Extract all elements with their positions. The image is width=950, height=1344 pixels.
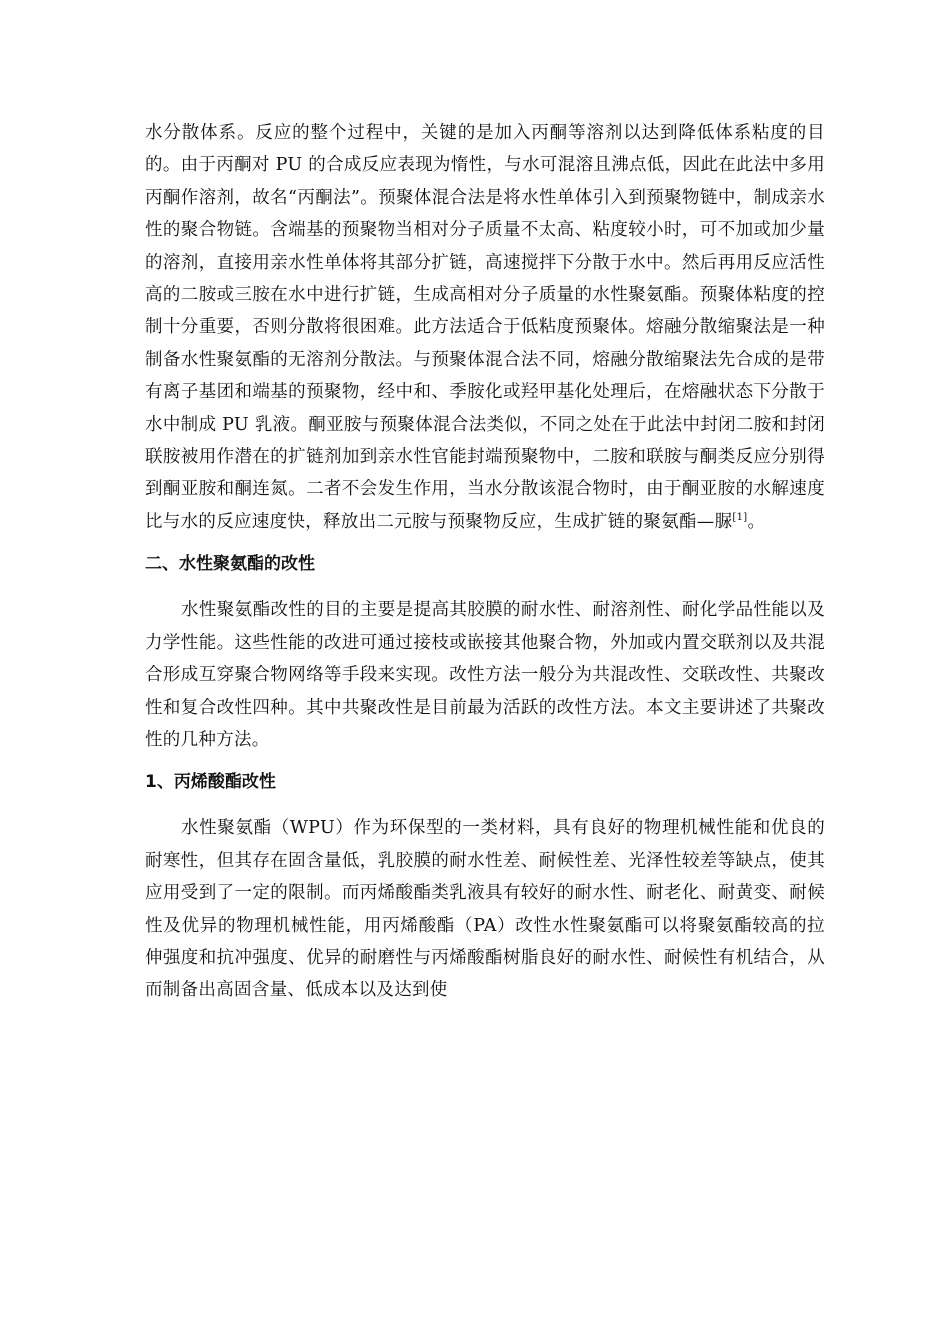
paragraph-1-text: 水分散体系。反应的整个过程中，关键的是加入丙酮等溶剂以达到降低体系粘度的目的。由于丙酮对 PU 的合成反应表现为惰性，与水可混溶且沸点低，因此在此法中多用丙酮作溶剂，故名“丙酮法”。预聚体混合法是将水性单体引入到预聚物链中，制成亲水性的聚合物链。含端基的预聚物当相对分子质量不太高、粘度较小时，可不加或加少量的溶剂，直接用亲水性单体将其部分扩链，高速搅拌下分散于水中。然后再用反应活性高的二胺或三胺在水中进行扩链，生成高相对分子质量的水性聚氨酯。预聚体粘度的控制十分重要，否则分散将很困难。此方法适合于低粘度预聚体。熔融分散缩聚法是一种制备水性聚氨酯的无溶剂分散法。与预聚体混合法不同，熔融分散缩聚法先合成的是带有离子基团和端基的预聚物，经中和、季胺化或羟甲基化处理后，在熔融状态下分散于水中制成 PU 乳液。酮亚胺与预聚体混合法类似，不同之处在于此法中封闭二胺和封闭联胺被用作潜在的扩链剂加到亲水性官能封端预聚物中，二胺和联胺与酮类反应分别得到酮亚胺和酮连氮。二者不会发生作用，当水分散该混合物时，由于酮亚胺的水解速度比与水的反应速度快，释放出二元胺与预聚物反应，生成扩链的聚氨酯—脲 [145, 123, 825, 532]
paragraph-process-methods [145, 117, 825, 538]
paragraph-modification-purpose: 水性聚氨酯改性的目的主要是提高其胶膜的耐水性、耐溶剂性、耐化学品性能以及力学性能。这些性能的改进可通过接枝或嵌接其他聚合物，外加或内置交联剂以及共混合形成互穿聚合物网络等手段来实现。改性方法一般分为共混改性、交联改性、共聚改性和复合改性四种。其中共聚改性是目前最为活跃的改性方法。本文主要讲述了共聚改性的几种方法。 [145, 600, 825, 750]
citation-ref-1: [1] [732, 512, 748, 524]
subsection-heading-acrylate: 1、丙烯酸酯改性 [145, 772, 276, 793]
paragraph-1-tail: 。 [747, 511, 766, 532]
section-heading-modification: 二、水性聚氨酯的改性 [145, 554, 315, 575]
paragraph-acrylate-modification: 水性聚氨酯（WPU）作为环保型的一类材料，具有良好的物理机械性能和优良的耐寒性，但其存在固含量低，乳胶膜的耐水性差、耐候性差、光泽性较差等缺点，使其应用受到了一定的限制。而丙烯酸酯类乳液具有较好的耐水性、耐老化、耐黄变、耐候性及优异的物理机械性能，用丙烯酸酯（PA）改性水性聚氨酯可以将聚氨酯较高的拉伸强度和抗冲强度、优异的耐磨性与丙烯酸酯树脂良好的耐水性、耐候性有机结合，从而制备出高固含量、低成本以及达到使 [145, 818, 825, 1001]
document-page [145, 117, 825, 1007]
